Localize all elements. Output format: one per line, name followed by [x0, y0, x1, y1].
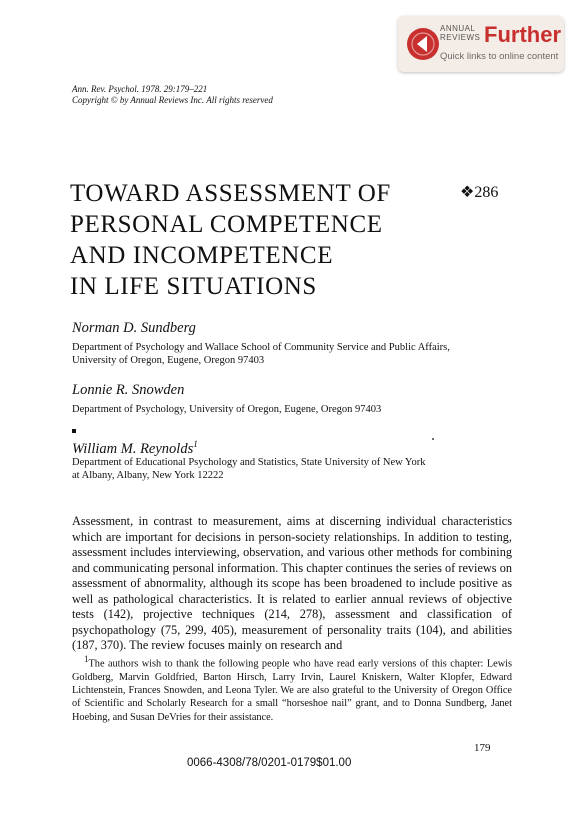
badge-annual-reviews-label: ANNUAL REVIEWS: [440, 24, 481, 42]
article-marker: ❖286: [460, 184, 499, 201]
author-name: William M. Reynolds$^1$: [72, 439, 198, 457]
scan-dot: [432, 438, 434, 440]
journal-citation: [72, 84, 273, 106]
author-affiliation: Department of Psychology and Wallace School of Community Service and Public Affairs, University of Oregon, Eugene, Oregon 97403: [72, 342, 450, 366]
title-line: IN LIFE SITUATIONS: [70, 273, 317, 300]
price-code: 0066-4308/78/0201-0179$01.00: [187, 757, 352, 769]
body-paragraph: Assessment, in contrast to measurement, aims at discerning individual characteristics which are important for decisions in person-society relationships. In addition to testing, assessment includes interviewing, observation, and various other methods for combining and communicating personal information. This chapter continues the series of reviews on assessment of abnormality, although its scope has been broadened to include positive as well as pathological characteristics. It is related to earlier annual reviews of objective tests (142), projective techniques (214, 278), assessment and classification of psychopathology (75, 299, 405), measurement of personality traits (104), and abilities (187, 370). The review focuses mainly on research and: [72, 514, 512, 652]
author-affiliation: Department of Psychology, University of Oregon, Eugene, Oregon 97403: [72, 404, 382, 415]
author-name: Lonnie R. Snowden: [72, 382, 185, 398]
footnote: $^1$The authors wish to thank the following people who have read early versions of this chapter: Lewis Goldberg, Marvin Goldfried, Barton Hirsch, Larry Irvin, Laurel Kniskern, Walter Klopfer, Edward Lichtenstein, Frances Snowden, and Leona Tyler. We are also grateful to the University of Oregon Office of Scientific and Scholarly Research for a small “horseshoe nail” grant, and to Donna Sundberg, Janet Hoebing, and Susan DeVries for their assistance.: [72, 654, 512, 723]
title-line: PERSONAL COMPETENCE: [70, 211, 383, 238]
footnote-mark: 1: [84, 654, 89, 664]
author-name: Norman D. Sundberg: [72, 320, 196, 336]
title-line: AND INCOMPETENCE: [70, 242, 334, 269]
annual-reviews-arrow-icon: [406, 27, 440, 61]
badge-quick-links-text: Quick links to online content: [440, 51, 559, 62]
article-title: [70, 178, 391, 302]
annual-reviews-further-badge[interactable]: [398, 16, 564, 72]
footnote-mark: 1: [193, 439, 198, 449]
copyright-line: Copyright © by Annual Reviews Inc. All rights reserved: [72, 95, 273, 105]
margin-mark: [72, 429, 76, 433]
author-affiliation: Department of Educational Psychology and Statistics, State University of New York at Albany, Albany, New York 12222: [72, 457, 426, 481]
citation-line: Ann. Rev. Psychol. 1978. 29:179–221: [72, 84, 208, 94]
badge-further-label: Further: [484, 22, 561, 47]
page-number: 179: [474, 742, 491, 754]
title-line: TOWARD ASSESSMENT OF: [70, 180, 391, 207]
